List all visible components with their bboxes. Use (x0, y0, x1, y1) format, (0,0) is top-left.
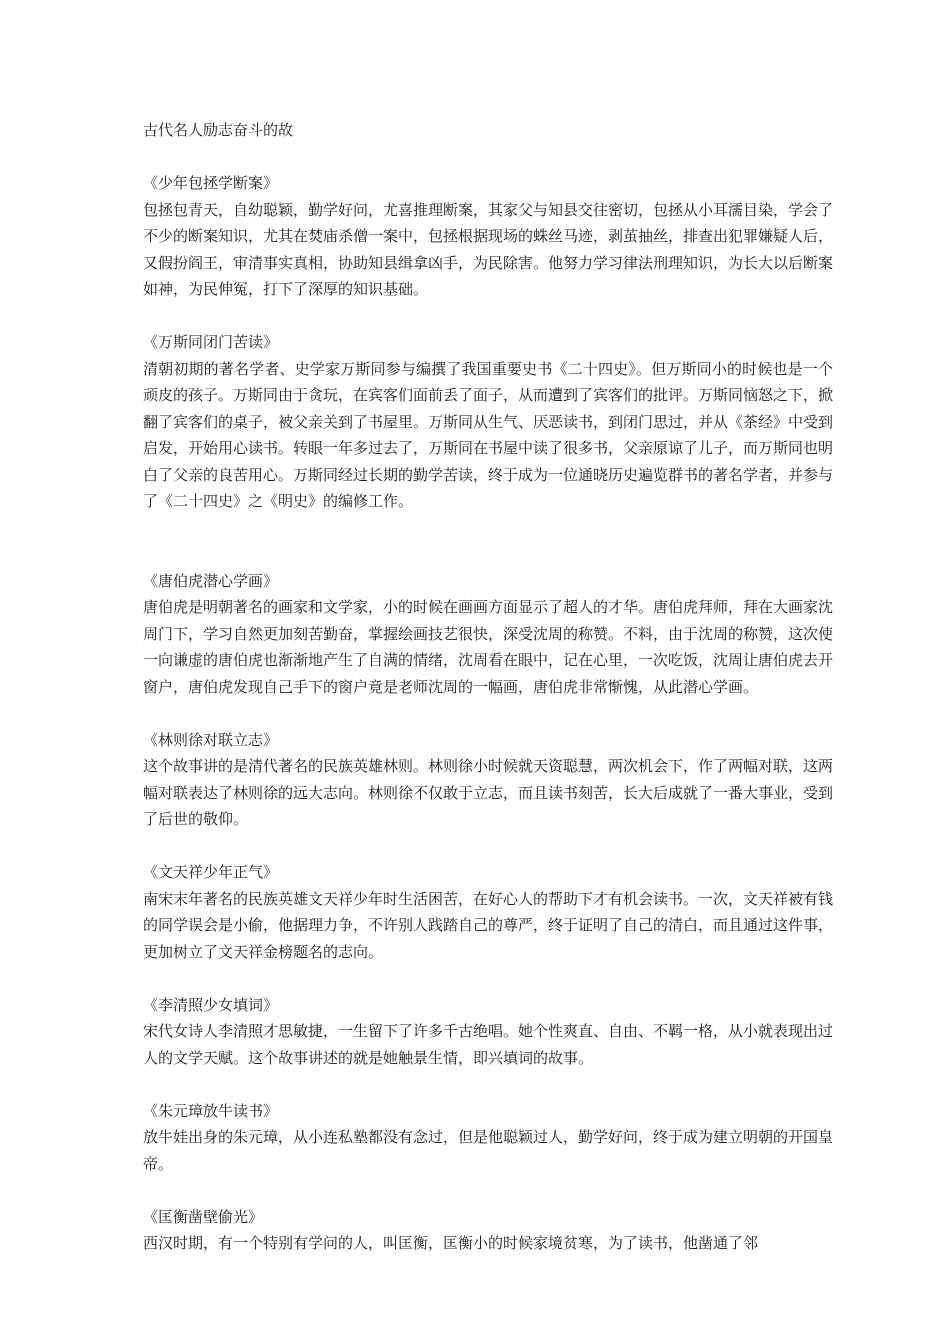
story-body: 这个故事讲的是清代著名的民族英雄林则。林则徐小时候就天资聪慧，两次机会下，作了两幅对联，这两幅对联表达了林则徐的远大志向。林则徐不仅敢于立志，而且读书刻苦，长大后成就了一番大事业，受到了后世的敬仰。 (143, 757, 834, 828)
story-body: 唐伯虎是明朝著名的画家和文学家，小的时候在画画方面显示了超人的才华。唐伯虎拜师，拜在大画家沈周门下，学习自然更加刻苦勤奋，掌握绘画技艺很快，深受沈周的称赞。不料，由于沈周的称赞，这次使一向谦虚的唐伯虎也渐渐地产生了自满的情绪，沈周看在眼中，记在心里，一次吃饭，沈周让唐伯虎去开窗户，唐伯虎发现自己手下的窗户竟是老师沈周的一幅画，唐伯虎非常惭愧，从此潜心学画。 (143, 598, 834, 696)
story-title: 《朱元璋放牛读书》 (143, 1101, 279, 1120)
story-title: 《少年包拯学断案》 (143, 174, 279, 192)
document-title: 古代名人励志奋斗的故 (143, 121, 294, 139)
story-body: 西汉时期，有一个特别有学问的人，叫匡衡，匡衡小的时候家境贫寒，为了读书，他凿通了邻 (143, 1234, 759, 1252)
story-kuangheng (143, 1204, 833, 1257)
story-title: 《文天祥少年正气》 (143, 863, 279, 881)
story-title: 《万斯同闭门苦读》 (143, 333, 279, 351)
story-body: 放牛娃出身的朱元璋，从小连私塾都没有念过，但是他聪颖过人，勤学好问，终于成为建立明朝的开国皇帝。 (143, 1128, 834, 1173)
story-liqingzhao (143, 992, 833, 1072)
story-linzexu (143, 727, 833, 833)
story-baozheng (143, 170, 833, 303)
story-zhuyuanzhang (143, 1098, 833, 1178)
story-wansitong (143, 329, 833, 515)
story-body: 宋代女诗人李清照才思敏捷，一生留下了许多千古绝唱。她个性爽直、自由、不羁一格，从小就表现出过人的文学天赋。这个故事讲述的就是她触景生情，即兴填词的故事。 (143, 1022, 834, 1067)
story-wentianxiang (143, 859, 833, 965)
story-title: 《唐伯虎潜心学画》 (143, 571, 279, 590)
story-body: 包拯包青天，自幼聪颖，勤学好问，尤喜推理断案，其家父与知县交往密切，包拯从小耳濡目染，学会了不少的断案知识，尤其在焚庙杀僧一案中，包拯根据现场的蛛丝马迹，剥茧抽丝，排查出犯罪嫌疑人后，又假扮阎王，审清事实真相，协助知县缉拿凶手，为民除害。他努力学习律法刑理知识，为长大以后断案如神，为民伸冤，打下了深厚的知识基础。 (143, 200, 834, 298)
story-title: 《林则徐对联立志》 (143, 730, 279, 749)
story-title: 《匡衡凿壁偷光》 (143, 1207, 264, 1226)
story-tangbohu (143, 568, 833, 701)
story-title: 《李清照少女填词》 (143, 995, 279, 1014)
story-body: 南宋末年著名的民族英雄文天祥少年时生活困苦，在好心人的帮助下才有机会读书。一次，文天祥被有钱的同学误会是小偷，他据理力争，不许别人践踏自己的尊严，终于证明了自己的清白，而且通过这件事，更加树立了文天祥金榜题名的志向。 (143, 889, 834, 961)
story-body: 清朝初期的著名学者、史学家万斯同参与编撰了我国重要史书《二十四史》。但万斯同小的时候也是一个顽皮的孩子。万斯同由于贪玩，在宾客们面前丢了面子，从而遭到了宾客们的批评。万斯同恼怒之下，掀翻了宾客们的桌子，被父亲关到了书屋里。万斯同从生气、厌恶读书，到闭门思过，并从《茶经》中受到启发，开始用心读书。转眼一年多过去了，万斯同在书屋中读了很多书，父亲原谅了儿子，而万斯同也明白了父亲的良苦用心。万斯同经过长期的勤学苦读，终于成为一位通晓历史遍览群书的著名学者，并参与了《二十四史》之《明史》的编修工作。 (143, 359, 834, 510)
document-page (143, 117, 833, 1283)
